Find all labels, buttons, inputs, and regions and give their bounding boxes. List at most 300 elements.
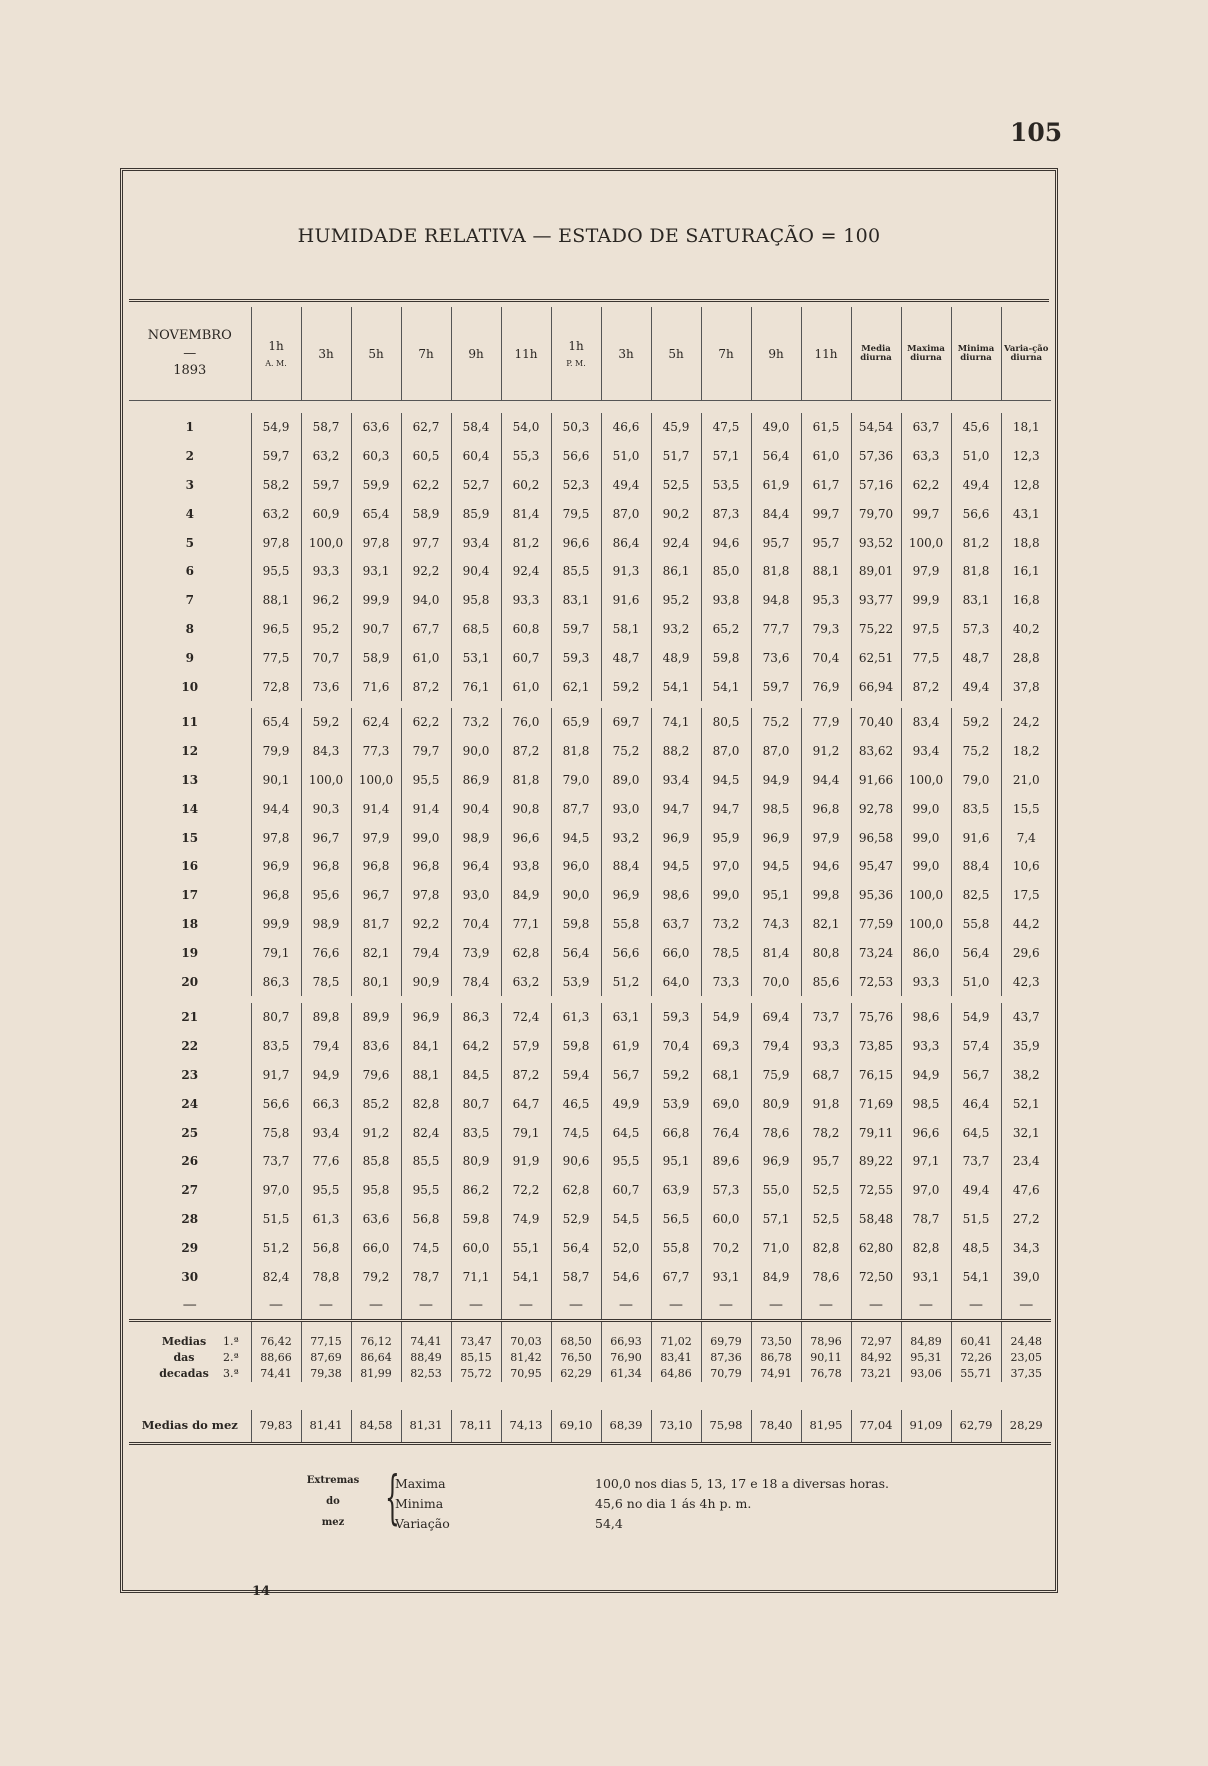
value-cell: 48,9 — [651, 643, 701, 672]
value-cell: 61,0 — [801, 442, 851, 471]
value-cell: 88,66 — [251, 1350, 301, 1366]
day-cell: 20 — [181, 974, 199, 989]
value-cell: 60,7 — [501, 643, 551, 672]
value-cell: 72,97 — [851, 1320, 901, 1350]
value-cell: 63,7 — [651, 910, 701, 939]
extremes-label-line: Extremas — [306, 1475, 360, 1486]
value-cell: 59,7 — [551, 615, 601, 644]
value-cell: 70,7 — [301, 643, 351, 672]
value-cell: 62,29 — [551, 1366, 601, 1382]
value-cell: 32,1 — [1001, 1118, 1051, 1147]
extremes-label-line: mez — [321, 1517, 345, 1528]
value-cell: 55,8 — [951, 910, 1001, 939]
value-cell: 55,1 — [501, 1233, 551, 1262]
value-cell: 73,21 — [851, 1366, 901, 1382]
value-cell: 100,0 — [901, 528, 951, 557]
value-cell: 92,4 — [651, 528, 701, 557]
value-cell: 63,2 — [301, 442, 351, 471]
decade-label: Medias — [161, 1335, 207, 1349]
value-cell: 93,2 — [651, 615, 701, 644]
table-row — [129, 794, 1051, 823]
column-label: 1h — [268, 338, 284, 353]
dash-cell: — — [951, 1291, 1001, 1321]
column-label: 7h — [718, 346, 734, 361]
dash-cell: — — [551, 1291, 601, 1321]
value-cell: 98,6 — [651, 881, 701, 910]
value-cell: 60,41 — [951, 1320, 1001, 1350]
brace-icon: { — [385, 1463, 400, 1531]
value-cell: 73,47 — [451, 1320, 501, 1350]
value-cell: 59,7 — [301, 471, 351, 500]
value-cell: 70,4 — [451, 910, 501, 939]
value-cell: 79,0 — [551, 766, 601, 795]
value-cell: 97,8 — [401, 881, 451, 910]
value-cell: 94,9 — [751, 766, 801, 795]
value-cell: 86,3 — [251, 967, 301, 996]
value-cell: 97,9 — [901, 557, 951, 586]
value-cell: 73,2 — [701, 910, 751, 939]
value-cell: 79,1 — [501, 1118, 551, 1147]
value-cell: 95,2 — [301, 615, 351, 644]
value-cell: 57,1 — [701, 442, 751, 471]
value-cell: 48,7 — [601, 643, 651, 672]
value-cell: 79,7 — [401, 737, 451, 766]
value-cell: 87,36 — [701, 1350, 751, 1366]
day-cell: 2 — [185, 449, 194, 464]
value-cell: 63,3 — [901, 442, 951, 471]
value-cell: 56,4 — [751, 442, 801, 471]
day-cell: 30 — [181, 1269, 199, 1284]
value-cell: 93,2 — [601, 823, 651, 852]
value-cell: 71,6 — [351, 672, 401, 701]
day-cell: 22 — [181, 1039, 199, 1054]
value-cell: 78,8 — [301, 1262, 351, 1291]
value-cell: 59,9 — [351, 471, 401, 500]
value-cell: 99,9 — [901, 586, 951, 615]
value-cell: 56,4 — [951, 938, 1001, 967]
value-cell: 93,77 — [851, 586, 901, 615]
column-header — [751, 307, 801, 401]
divider — [129, 299, 1049, 302]
value-cell: 90,1 — [251, 766, 301, 795]
value-cell: 54,6 — [601, 1262, 651, 1291]
value-cell: 43,7 — [1001, 1003, 1051, 1032]
value-cell: 72,55 — [851, 1176, 901, 1205]
value-cell: 81,31 — [401, 1410, 451, 1444]
value-cell: 62,7 — [401, 413, 451, 442]
value-cell: 56,6 — [251, 1089, 301, 1118]
day-cell: 1 — [185, 420, 194, 435]
table-row — [129, 1003, 1051, 1032]
value-cell: 81,4 — [501, 499, 551, 528]
value-cell: 79,2 — [351, 1262, 401, 1291]
value-cell: 91,3 — [601, 557, 651, 586]
value-cell: 96,9 — [251, 852, 301, 881]
value-cell: 61,3 — [301, 1205, 351, 1234]
table-row — [129, 672, 1051, 701]
column-label: 5h — [368, 346, 384, 361]
value-cell: 73,85 — [851, 1032, 901, 1061]
value-cell: 23,4 — [1001, 1147, 1051, 1176]
value-cell: 52,5 — [651, 471, 701, 500]
value-cell: 83,41 — [651, 1350, 701, 1366]
value-cell: 51,2 — [601, 967, 651, 996]
extreme-key: Minima — [395, 1496, 444, 1511]
value-cell: 75,72 — [451, 1366, 501, 1382]
value-cell: 59,2 — [951, 708, 1001, 737]
value-cell: 82,1 — [801, 910, 851, 939]
value-cell: 64,5 — [951, 1118, 1001, 1147]
value-cell: 96,9 — [751, 823, 801, 852]
value-cell: 95,7 — [751, 528, 801, 557]
value-cell: 79,1 — [251, 938, 301, 967]
value-cell: 84,9 — [751, 1262, 801, 1291]
value-cell: 80,9 — [751, 1089, 801, 1118]
value-cell: 62,80 — [851, 1233, 901, 1262]
table-row — [129, 1205, 1051, 1234]
value-cell: 74,13 — [501, 1410, 551, 1444]
extreme-value: 45,6 no dia 1 ás 4h p. m. — [595, 1496, 752, 1511]
value-cell: 87,7 — [551, 794, 601, 823]
day-cell: 18 — [181, 916, 199, 931]
month-mean-label: Medias do mez — [129, 1410, 251, 1444]
value-cell: 85,8 — [351, 1147, 401, 1176]
value-cell: 72,8 — [251, 672, 301, 701]
value-cell: 77,7 — [751, 615, 801, 644]
value-cell: 81,7 — [351, 910, 401, 939]
value-cell: 76,42 — [251, 1320, 301, 1350]
table-row — [129, 528, 1051, 557]
value-cell: 93,8 — [701, 586, 751, 615]
value-cell: 65,9 — [551, 708, 601, 737]
value-cell: 68,50 — [551, 1320, 601, 1350]
value-cell: 43,1 — [1001, 499, 1051, 528]
value-cell: 86,1 — [651, 557, 701, 586]
value-cell: 51,0 — [601, 442, 651, 471]
value-cell: 70,40 — [851, 708, 901, 737]
value-cell: 91,2 — [801, 737, 851, 766]
value-cell: 93,3 — [301, 557, 351, 586]
value-cell: 87,2 — [401, 672, 451, 701]
value-cell: 76,4 — [701, 1118, 751, 1147]
value-cell: 67,7 — [651, 1262, 701, 1291]
value-cell: 79,70 — [851, 499, 901, 528]
value-cell: 53,9 — [551, 967, 601, 996]
value-cell: 82,8 — [401, 1089, 451, 1118]
value-cell: 63,2 — [251, 499, 301, 528]
value-cell: 93,1 — [901, 1262, 951, 1291]
day-cell: 19 — [181, 945, 199, 960]
table-row — [129, 938, 1051, 967]
value-cell: 65,2 — [701, 615, 751, 644]
day-cell: 4 — [185, 506, 194, 521]
value-cell: 75,8 — [251, 1118, 301, 1147]
value-cell: 94,5 — [701, 766, 751, 795]
value-cell: 57,36 — [851, 442, 901, 471]
value-cell: 58,7 — [301, 413, 351, 442]
value-cell: 63,6 — [351, 1205, 401, 1234]
value-cell: 34,3 — [1001, 1233, 1051, 1262]
value-cell: 54,0 — [501, 413, 551, 442]
value-cell: 90,7 — [351, 615, 401, 644]
value-cell: 49,9 — [601, 1089, 651, 1118]
value-cell: 12,3 — [1001, 442, 1051, 471]
value-cell: 95,5 — [401, 1176, 451, 1205]
value-cell: 91,7 — [251, 1061, 301, 1090]
value-cell: 54,9 — [701, 1003, 751, 1032]
value-cell: 78,6 — [801, 1262, 851, 1291]
value-cell: 89,8 — [301, 1003, 351, 1032]
value-cell: 98,9 — [451, 823, 501, 852]
value-cell: 87,0 — [701, 737, 751, 766]
value-cell: 21,0 — [1001, 766, 1051, 795]
table-row — [129, 1147, 1051, 1176]
value-cell: 84,58 — [351, 1410, 401, 1444]
value-cell: 63,1 — [601, 1003, 651, 1032]
value-cell: 69,79 — [701, 1320, 751, 1350]
value-cell: 93,3 — [901, 1032, 951, 1061]
value-cell: 82,5 — [951, 881, 1001, 910]
value-cell: 78,5 — [701, 938, 751, 967]
value-cell: 93,4 — [451, 528, 501, 557]
value-cell: 84,89 — [901, 1320, 951, 1350]
value-cell: 73,2 — [451, 708, 501, 737]
value-cell: 28,8 — [1001, 643, 1051, 672]
value-cell: 82,4 — [401, 1118, 451, 1147]
value-cell: 27,2 — [1001, 1205, 1051, 1234]
value-cell: 61,7 — [801, 471, 851, 500]
value-cell: 95,5 — [401, 766, 451, 795]
value-cell: 70,95 — [501, 1366, 551, 1382]
value-cell: 58,9 — [351, 643, 401, 672]
value-cell: 97,0 — [251, 1176, 301, 1205]
value-cell: 56,8 — [301, 1233, 351, 1262]
day-cell: 29 — [181, 1240, 199, 1255]
decade-row — [129, 1350, 1051, 1366]
value-cell: 23,05 — [1001, 1350, 1051, 1366]
value-cell: 64,7 — [501, 1089, 551, 1118]
value-cell: 45,6 — [951, 413, 1001, 442]
value-cell: 97,9 — [801, 823, 851, 852]
value-cell: 72,53 — [851, 967, 901, 996]
value-cell: 16,1 — [1001, 557, 1051, 586]
value-cell: 42,3 — [1001, 967, 1051, 996]
value-cell: 95,5 — [601, 1147, 651, 1176]
value-cell: 60,9 — [301, 499, 351, 528]
value-cell: 58,4 — [451, 413, 501, 442]
value-cell: 78,96 — [801, 1320, 851, 1350]
value-cell: 77,5 — [901, 643, 951, 672]
column-label: 9h — [768, 346, 784, 361]
table-row — [129, 586, 1051, 615]
value-cell: 81,8 — [501, 766, 551, 795]
value-cell: 92,2 — [401, 910, 451, 939]
dash-cell: — — [801, 1291, 851, 1321]
value-cell: 86,0 — [901, 938, 951, 967]
value-cell: 99,8 — [801, 881, 851, 910]
value-cell: 44,2 — [1001, 910, 1051, 939]
value-cell: 87,0 — [601, 499, 651, 528]
value-cell: 91,6 — [951, 823, 1001, 852]
table-row — [129, 615, 1051, 644]
value-cell: 18,1 — [1001, 413, 1051, 442]
extreme-max — [395, 1476, 889, 1491]
value-cell: 63,7 — [901, 413, 951, 442]
value-cell: 94,8 — [751, 586, 801, 615]
value-cell: 94,4 — [801, 766, 851, 795]
value-cell: 74,41 — [251, 1366, 301, 1382]
value-cell: 60,8 — [501, 615, 551, 644]
value-cell: 100,0 — [901, 881, 951, 910]
value-cell: 47,6 — [1001, 1176, 1051, 1205]
value-cell: 85,5 — [401, 1147, 451, 1176]
value-cell: 61,3 — [551, 1003, 601, 1032]
value-cell: 80,8 — [801, 938, 851, 967]
table-row — [129, 823, 1051, 852]
value-cell: 58,2 — [251, 471, 301, 500]
day-cell: 15 — [181, 830, 199, 845]
value-cell: 70,79 — [701, 1366, 751, 1382]
value-cell: 84,1 — [401, 1032, 451, 1061]
value-cell: 96,2 — [301, 586, 351, 615]
value-cell: 100,0 — [901, 766, 951, 795]
value-cell: 57,1 — [751, 1205, 801, 1234]
value-cell: 49,0 — [751, 413, 801, 442]
value-cell: 49,4 — [601, 471, 651, 500]
value-cell: 77,9 — [801, 708, 851, 737]
value-cell: 74,5 — [551, 1118, 601, 1147]
dash-cell: — — [401, 1291, 451, 1321]
value-cell: 53,1 — [451, 643, 501, 672]
column-header — [951, 307, 1001, 401]
value-cell: 62,8 — [501, 938, 551, 967]
value-cell: 94,7 — [651, 794, 701, 823]
value-cell: 52,5 — [801, 1205, 851, 1234]
value-cell: 62,8 — [551, 1176, 601, 1205]
month-mean-row — [129, 1410, 1051, 1444]
value-cell: 86,78 — [751, 1350, 801, 1366]
value-cell: 97,5 — [901, 615, 951, 644]
value-cell: 54,9 — [951, 1003, 1001, 1032]
value-cell: 81,2 — [501, 528, 551, 557]
decade-row — [129, 1366, 1051, 1382]
table-row — [129, 499, 1051, 528]
value-cell: 93,3 — [501, 586, 551, 615]
value-cell: 60,3 — [351, 442, 401, 471]
value-cell: 79,3 — [801, 615, 851, 644]
value-cell: 91,8 — [801, 1089, 851, 1118]
value-cell: 48,5 — [951, 1233, 1001, 1262]
column-label: 11h — [814, 346, 838, 361]
value-cell: 93,4 — [301, 1118, 351, 1147]
day-cell: 5 — [185, 535, 194, 550]
value-cell: 60,0 — [701, 1205, 751, 1234]
value-cell: 79,4 — [751, 1032, 801, 1061]
decade-label-cell — [129, 1350, 251, 1366]
value-cell: 91,2 — [351, 1118, 401, 1147]
value-cell: 68,7 — [801, 1061, 851, 1090]
value-cell: 73,7 — [251, 1147, 301, 1176]
value-cell: 77,15 — [301, 1320, 351, 1350]
value-cell: 88,2 — [651, 737, 701, 766]
column-label: 3h — [618, 346, 634, 361]
dash-cell: — — [501, 1291, 551, 1321]
month-name: NOVEMBRO — [147, 328, 232, 344]
value-cell: 94,6 — [801, 852, 851, 881]
value-cell: 88,4 — [951, 852, 1001, 881]
table-row — [129, 737, 1051, 766]
column-header — [1001, 307, 1051, 401]
value-cell: 73,9 — [451, 938, 501, 967]
value-cell: 28,29 — [1001, 1410, 1051, 1444]
extreme-variation — [395, 1516, 623, 1531]
extreme-value: 100,0 nos dias 5, 13, 17 e 18 a diversas horas. — [595, 1476, 889, 1491]
table-row — [129, 1176, 1051, 1205]
extreme-value: 54,4 — [595, 1516, 623, 1531]
value-cell: 99,0 — [901, 823, 951, 852]
value-cell: 73,24 — [851, 938, 901, 967]
table-row — [129, 708, 1051, 737]
value-cell: 99,0 — [401, 823, 451, 852]
value-cell: 59,4 — [551, 1061, 601, 1090]
decade-label-cell — [129, 1366, 251, 1382]
value-cell: 94,7 — [701, 794, 751, 823]
value-cell: 73,6 — [751, 643, 801, 672]
value-cell: 95,3 — [801, 586, 851, 615]
value-cell: 60,4 — [451, 442, 501, 471]
column-label: Media diurna — [860, 343, 892, 363]
value-cell: 54,9 — [251, 413, 301, 442]
day-cell: 11 — [181, 715, 199, 730]
value-cell: 74,1 — [651, 708, 701, 737]
value-cell: 70,2 — [701, 1233, 751, 1262]
value-cell: 49,4 — [951, 1176, 1001, 1205]
value-cell: 76,50 — [551, 1350, 601, 1366]
dash-cell: — — [182, 1296, 197, 1313]
value-cell: 81,2 — [951, 528, 1001, 557]
value-cell: 71,0 — [751, 1233, 801, 1262]
day-cell: 8 — [185, 621, 194, 636]
value-cell: 88,1 — [401, 1061, 451, 1090]
value-cell: 18,2 — [1001, 737, 1051, 766]
column-header — [401, 307, 451, 401]
value-cell: 96,0 — [551, 852, 601, 881]
value-cell: 95,7 — [801, 528, 851, 557]
value-cell: 96,8 — [351, 852, 401, 881]
column-header — [651, 307, 701, 401]
value-cell: 55,71 — [951, 1366, 1001, 1382]
value-cell: 51,7 — [651, 442, 701, 471]
value-cell: 99,7 — [901, 499, 951, 528]
value-cell: 94,4 — [251, 794, 301, 823]
table-row — [129, 1061, 1051, 1090]
value-cell: 69,0 — [701, 1089, 751, 1118]
value-cell: 94,6 — [701, 528, 751, 557]
value-cell: 74,91 — [751, 1366, 801, 1382]
header-row — [129, 307, 1051, 401]
value-cell: 79,6 — [351, 1061, 401, 1090]
value-cell: 79,9 — [251, 737, 301, 766]
value-cell: 78,6 — [751, 1118, 801, 1147]
column-label: 7h — [418, 346, 434, 361]
value-cell: 70,0 — [751, 967, 801, 996]
value-cell: 76,78 — [801, 1366, 851, 1382]
value-cell: 62,51 — [851, 643, 901, 672]
value-cell: 85,9 — [451, 499, 501, 528]
value-cell: 45,9 — [651, 413, 701, 442]
value-cell: 73,6 — [301, 672, 351, 701]
value-cell: 73,3 — [701, 967, 751, 996]
